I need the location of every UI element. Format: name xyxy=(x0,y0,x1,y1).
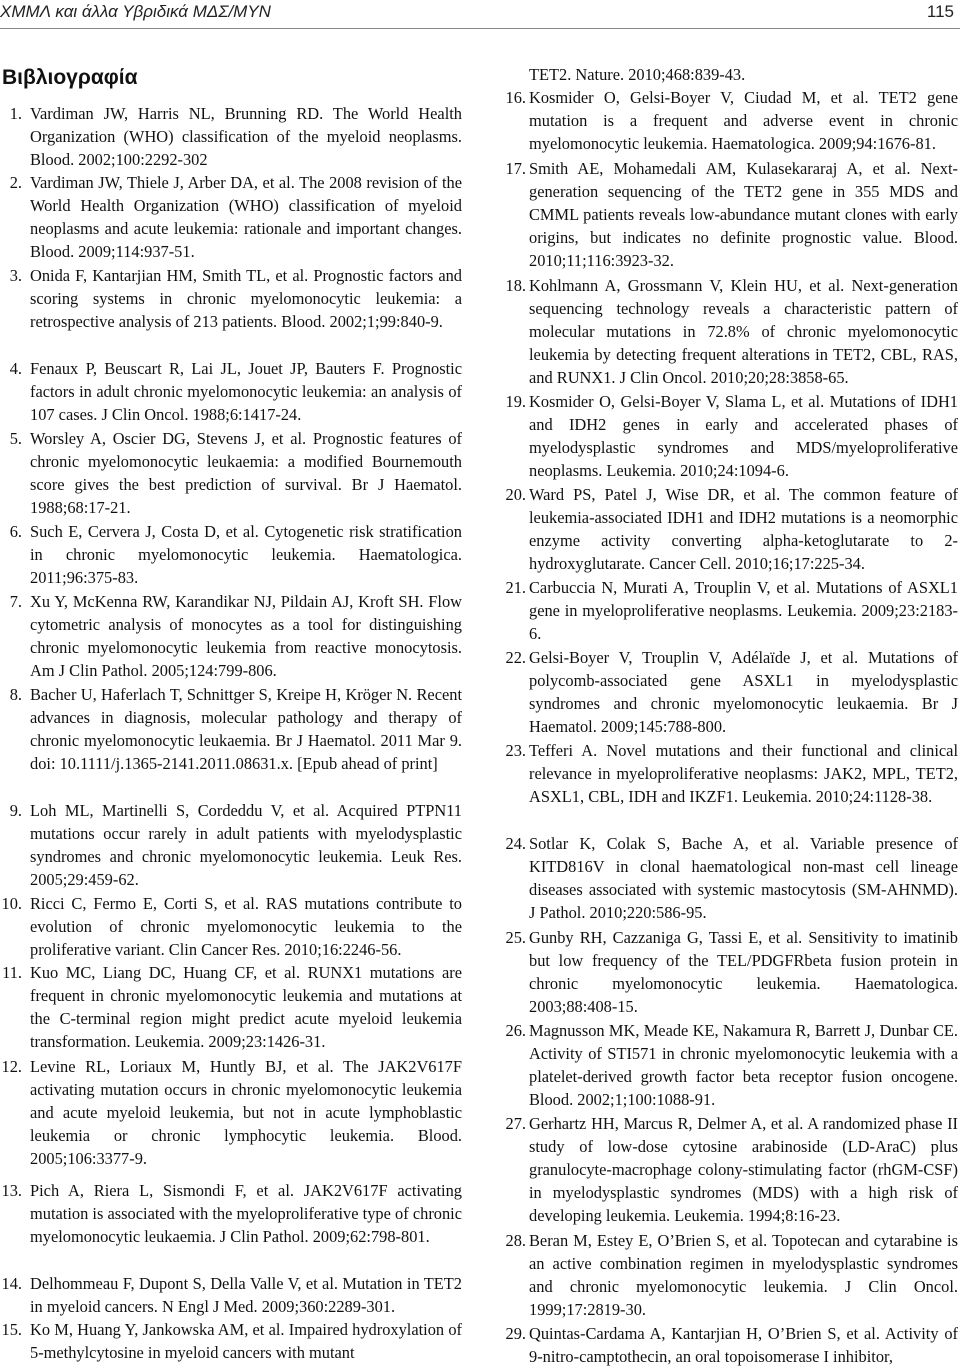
reference-number: 16. xyxy=(505,88,526,107)
reference-number: 4. xyxy=(9,359,22,378)
reference-text: Kohlmann A, Grossmann V, Klein HU, et al. Next-generation sequencing technology reveals a characteristic pattern of molecular mutations in 72.8% of chronic myelomonocytic leukemia by detecting frequent alterations in TET2, CBL, RAS, and RUNX1. J Clin Oncol. 2010;20;28:3858-65. xyxy=(529,276,958,387)
reference-number: 7. xyxy=(9,592,22,611)
reference-number: 5. xyxy=(9,429,22,448)
page-header xyxy=(0,0,960,29)
reference-text: Vardiman JW, Thiele J, Arber DA, et al. The 2008 revision of the World Health Organization (WHO) classification of myeloid neoplasms and acute leukemia: rationale and important changes. Blood. 2009;114:937-51. xyxy=(30,173,462,261)
reference-text: Levine RL, Loriaux M, Huntly BJ, et al. The JAK2V617F activating mutation occurs in chronic myelomonocytic leukemia and acute myeloid leukemia, but not in acute lymphoblastic leukemia or chronic lymphocytic leukemia. Blood. 2005;106:3377-9. xyxy=(30,1057,462,1168)
reference-number: 15. xyxy=(1,1320,22,1339)
reference-number: 18. xyxy=(505,276,526,295)
reference-number: 11. xyxy=(2,963,22,982)
reference-number: 8. xyxy=(9,685,22,704)
reference-text: Tefferi A. Novel mutations and their functional and clinical relevance in myeloproliferative neoplasms: JAK2, MPL, TET2, ASXL1, CBL, IDH and IKZF1. Leukemia. 2010;24:1128-38. xyxy=(529,741,958,806)
reference-text: Kosmider O, Gelsi-Boyer V, Slama L, et al. Mutations of IDH1 and IDH2 genes in early and accelerated phases of myelodysplastic syndromes and MDS/myeloproliferative neoplasms. Leukemia. 2010;24:1094-6. xyxy=(529,392,958,480)
reference-number: 23. xyxy=(505,741,526,760)
reference-text: Gunby RH, Cazzaniga G, Tassi E, et al. Sensitivity to imatinib but low frequency of the TEL/PDGFRbeta fusion protein in chronic myelomonocytic leukemia. Haematologica. 2003;88:408-15. xyxy=(529,928,958,1016)
reference-number: 22. xyxy=(505,648,526,667)
section-title: Βιβλιογραφία xyxy=(2,66,138,89)
reference-number: 24. xyxy=(505,834,526,853)
reference-text: Such E, Cervera J, Costa D, et al. Cytogenetic risk stratification in chronic myelomonocytic leukemia. Haematologica. 2011;96:375-83. xyxy=(30,522,462,587)
reference-text: Beran M, Estey E, O’Brien S, et al. Topotecan and cytarabine is an active combination regimen in myelodysplastic syndromes and chronic myelomonocytic leukemia. J Clin Oncol. 1999;17:2819-30. xyxy=(529,1231,958,1319)
reference-number: 10. xyxy=(1,894,22,913)
reference-text: Delhommeau F, Dupont S, Della Valle V, et al. Mutation in TET2 in myeloid cancers. N Engl J Med. 2009;360:2289-301. xyxy=(30,1274,462,1316)
reference-number: 27. xyxy=(505,1114,526,1133)
reference-text: TET2. Nature. 2010;468:839-43. xyxy=(529,65,746,84)
reference-number: 20. xyxy=(505,485,526,504)
reference-number: 14. xyxy=(1,1274,22,1293)
reference-number: 12. xyxy=(1,1057,22,1076)
reference-number: 28. xyxy=(505,1231,526,1250)
reference-text: Xu Y, McKenna RW, Karandikar NJ, Pildain AJ, Kroft SH. Flow cytometric analysis of monocytes as a tool for distinguishing chronic myelomonocytic leukemia from reactive monocytosis. Am J Clin Pathol. 2005;124:799-806. xyxy=(30,592,462,680)
reference-number: 26. xyxy=(505,1021,526,1040)
page-number: 115 xyxy=(926,2,954,21)
reference-text: Pich A, Riera L, Sismondi F, et al. JAK2V617F activating mutation is associated with the myeloproliferative type of chronic myelomonocytic leukaemia. J Clin Pathol. 2009;62:798-801. xyxy=(30,1181,462,1246)
reference-text: Loh ML, Martinelli S, Cordeddu V, et al. Acquired PTPN11 mutations occur rarely in adult patients with myelodysplastic syndromes and chronic myelomonocytic leukemia. Leuk Res. 2005;29:459-62. xyxy=(30,801,462,889)
reference-text: Ricci C, Fermo E, Corti S, et al. RAS mutations contribute to evolution of chronic myelomonocytic leukemia to the proliferative variant. Clin Cancer Res. 2010;16:2246-56. xyxy=(30,894,462,959)
reference-text: Onida F, Kantarjian HM, Smith TL, et al. Prognostic factors and scoring systems in chronic myelomonocytic leukemia: a retrospective analysis of 213 patients. Blood. 2002;1;99:840-9. xyxy=(30,266,462,331)
reference-number: 6. xyxy=(9,522,22,541)
reference-number: 13. xyxy=(1,1181,22,1200)
reference-text: Worsley A, Oscier DG, Stevens J, et al. Prognostic features of chronic myelomonocytic leukaemia: a modified Bournemouth score gives the best prediction of survival. Br J Haematol. 1988;68:17-21. xyxy=(30,429,462,517)
reference-number: 2. xyxy=(9,173,22,192)
reference-number: 3. xyxy=(9,266,22,285)
reference-text: Vardiman JW, Harris NL, Brunning RD. The World Health Organization (WHO) classification of the myeloid neoplasms. Blood. 2002;100:2292-302 xyxy=(30,104,462,169)
reference-number: 17. xyxy=(505,159,526,178)
reference-text: Kosmider O, Gelsi-Boyer V, Ciudad M, et al. TET2 gene mutation is a frequent and adverse event in chronic myelomonocytic leukemia. Haematologica. 2009;94:1676-81. xyxy=(529,88,958,153)
reference-text: Carbuccia N, Murati A, Trouplin V, et al. Mutations of ASXL1 gene in myeloproliferative neoplasms. Leukemia. 2009;23:2183-6. xyxy=(529,578,958,643)
reference-text: Smith AE, Mohamedali AM, Kulasekararaj A, et al. Next-generation sequencing of the TET2 gene in 355 MDS and CMML patients reveals low-abundance mutant clones with early origins, but indicates no definite prognostic value. Blood. 2010;11;116:3923-32. xyxy=(529,159,958,270)
journal-title: ΧΜΜΛ και άλλα Υβριδικά ΜΔΣ/ΜΥΝ xyxy=(0,2,271,21)
reference-text: Gerhartz HH, Marcus R, Delmer A, et al. A randomized phase II study of low-dose cytosine arabinoside (LD-AraC) plus granulocyte-macrophage colony-stimulating factor (rhGM-CSF) in myelodysplastic syndromes (MDS) with a high risk of developing leukemia. Leukemia. 1994;8:16-23. xyxy=(529,1114,958,1225)
reference-text: Sotlar K, Colak S, Bache A, et al. Variable presence of KITD816V in clonal haematological non-mast cell lineage diseases associated with systemic mastocytosis (SM-AHNMD). J Pathol. 2010;220:586-95. xyxy=(529,834,958,922)
reference-text: Ward PS, Patel J, Wise DR, et al. The common feature of leukemia-associated IDH1 and IDH2 mutations is a neomorphic enzyme activity converting alpha-ketoglutarate to 2-hydroxyglutarate. Cancer Cell. 2010;16;17:225-34. xyxy=(529,485,958,573)
reference-number: 29. xyxy=(505,1324,526,1343)
reference-number: 21. xyxy=(505,578,526,597)
reference-text: Kuo MC, Liang DC, Huang CF, et al. RUNX1 mutations are frequent in chronic myelomonocytic leukemia and mutations at the C-terminal region might predict acute myeloid leukemia transformation. Leukemia. 2009;23:1426-31. xyxy=(30,963,462,1051)
reference-text: Gelsi-Boyer V, Trouplin V, Adélaïde J, et al. Mutations of polycomb-associated gene ASXL1 in myelodysplastic syndromes and chronic myelomonocytic leukaemia. Br J Haematol. 2009;145:788-800. xyxy=(529,648,958,736)
reference-number: 25. xyxy=(505,928,526,947)
reference-text: Quintas-Cardama A, Kantarjian H, O’Brien S, et al. Activity of 9-nitro-camptothecin, an oral topoisomerase I inhibitor, xyxy=(529,1324,958,1366)
reference-text: Bacher U, Haferlach T, Schnittger S, Kreipe H, Kröger N. Recent advances in diagnosis, molecular pathology and therapy of chronic myelomonocytic leukaemia. Br J Haematol. 2011 Mar 9. doi: 10.1111/j.1365-2141.2011.08631.x. [Epub ahead of print] xyxy=(30,685,462,773)
reference-number: 19. xyxy=(505,392,526,411)
reference-number: 9. xyxy=(9,801,22,820)
reference-text: Magnusson MK, Meade KE, Nakamura R, Barrett J, Dunbar CE. Activity of STI571 in chronic myelomonocytic leukemia with a platelet-derived growth factor beta receptor fusion oncogene. Blood. 2002;1;100:1088-91. xyxy=(529,1021,958,1109)
reference-text: Ko M, Huang Y, Jankowska AM, et al. Impaired hydroxylation of 5-methylcytosine in myeloid cancers with mutant xyxy=(30,1320,462,1362)
reference-number: 1. xyxy=(9,104,22,123)
reference-text: Fenaux P, Beuscart R, Lai JL, Jouet JP, Bauters F. Prognostic factors in adult chronic myelomonocytic leukemia: an analysis of 107 cases. J Clin Oncol. 1988;6:1417-24. xyxy=(30,359,462,424)
